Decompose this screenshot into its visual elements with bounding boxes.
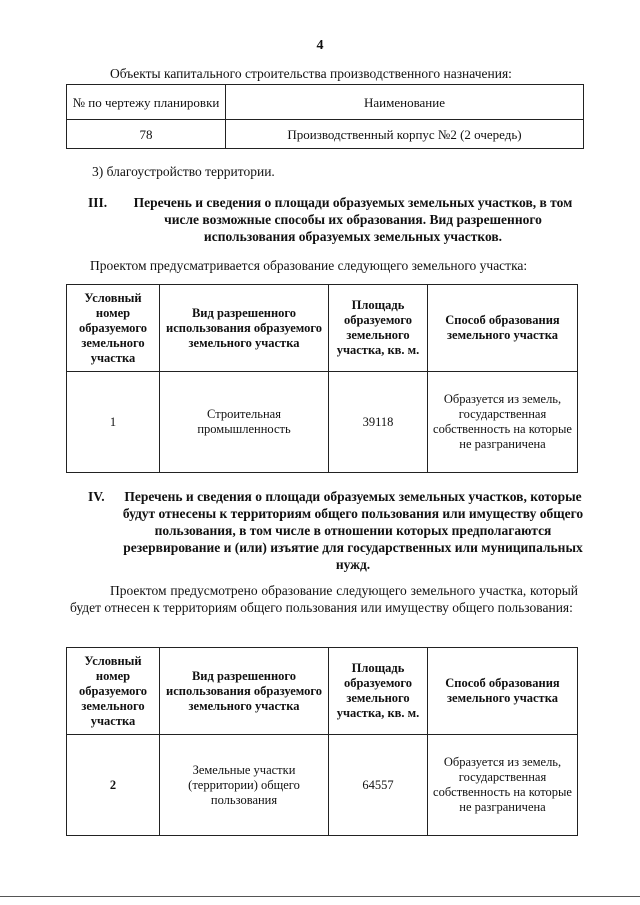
scan-edge-line <box>0 896 640 897</box>
col-header-area: Площадь образуемого земельного участка, кв. м. <box>329 285 428 372</box>
page-number: 4 <box>316 38 324 53</box>
section-4-number: IV. <box>88 489 105 504</box>
cell-area: 39118 <box>329 372 428 473</box>
table1-caption: Объекты капитального строительства производственного назначения: <box>110 66 512 81</box>
section-3-number: III. <box>88 195 108 210</box>
cell-area: 64557 <box>329 735 428 836</box>
list-item-3: 3) благоустройство территории. <box>92 164 275 179</box>
cell-method: Образуется из земель, государственная собственность на которые не разграничена <box>428 735 578 836</box>
section-4-intro: Проектом предусмотрено образование следующего земельного участка, который будет отнесен к территориям общего пользования или имуществу общего пользования: <box>70 583 578 615</box>
cell-number: 1 <box>67 372 160 473</box>
col-header-number: Условный номер образуемого земельного участка <box>67 285 160 372</box>
table-row <box>67 120 584 149</box>
section-3-title: Перечень и сведения о площади образуемых земельных участков, в том числе возможные способы их образования. Вид разрешенного использования образуемых земельных участков. <box>133 195 573 244</box>
col-header-method: Способ образования земельного участка <box>428 285 578 372</box>
table1-header-name: Наименование <box>226 85 584 120</box>
section-4-title: Перечень и сведения о площади образуемых земельных участков, которые будут отнесены к территориям общего пользования или имуществу общего пользования, в том числе в отношении которых предполагаются резервирование и (или) изъятие для государственных или муниципальных нужд. <box>122 489 584 572</box>
col-header-area: Площадь образуемого земельного участка, кв. м. <box>329 648 428 735</box>
land-plot-table-1 <box>66 284 578 473</box>
table1-header-number: № по чертежу планировки <box>67 85 226 120</box>
col-header-number: Условный номер образуемого земельного участка <box>67 648 160 735</box>
table1-cell-name: Производственный корпус №2 (2 очередь) <box>226 120 584 149</box>
cell-use: Земельные участки (территории) общего пользования <box>160 735 329 836</box>
table-row <box>67 372 578 473</box>
section-3-intro: Проектом предусматривается образование следующего земельного участка: <box>90 258 528 273</box>
cell-method: Образуется из земель, государственная собственность на которые не разграничена <box>428 372 578 473</box>
section-4-heading <box>88 488 588 573</box>
section-3-heading <box>88 194 588 245</box>
table-row <box>67 735 578 836</box>
col-header-method: Способ образования земельного участка <box>428 648 578 735</box>
table1-cell-number: 78 <box>67 120 226 149</box>
col-header-use: Вид разрешенного использования образуемого земельного участка <box>160 648 329 735</box>
land-plot-table-2 <box>66 647 578 836</box>
capital-objects-table <box>66 84 584 149</box>
col-header-use: Вид разрешенного использования образуемого земельного участка <box>160 285 329 372</box>
cell-number: 2 <box>67 735 160 836</box>
cell-use: Строительная промышленность <box>160 372 329 473</box>
